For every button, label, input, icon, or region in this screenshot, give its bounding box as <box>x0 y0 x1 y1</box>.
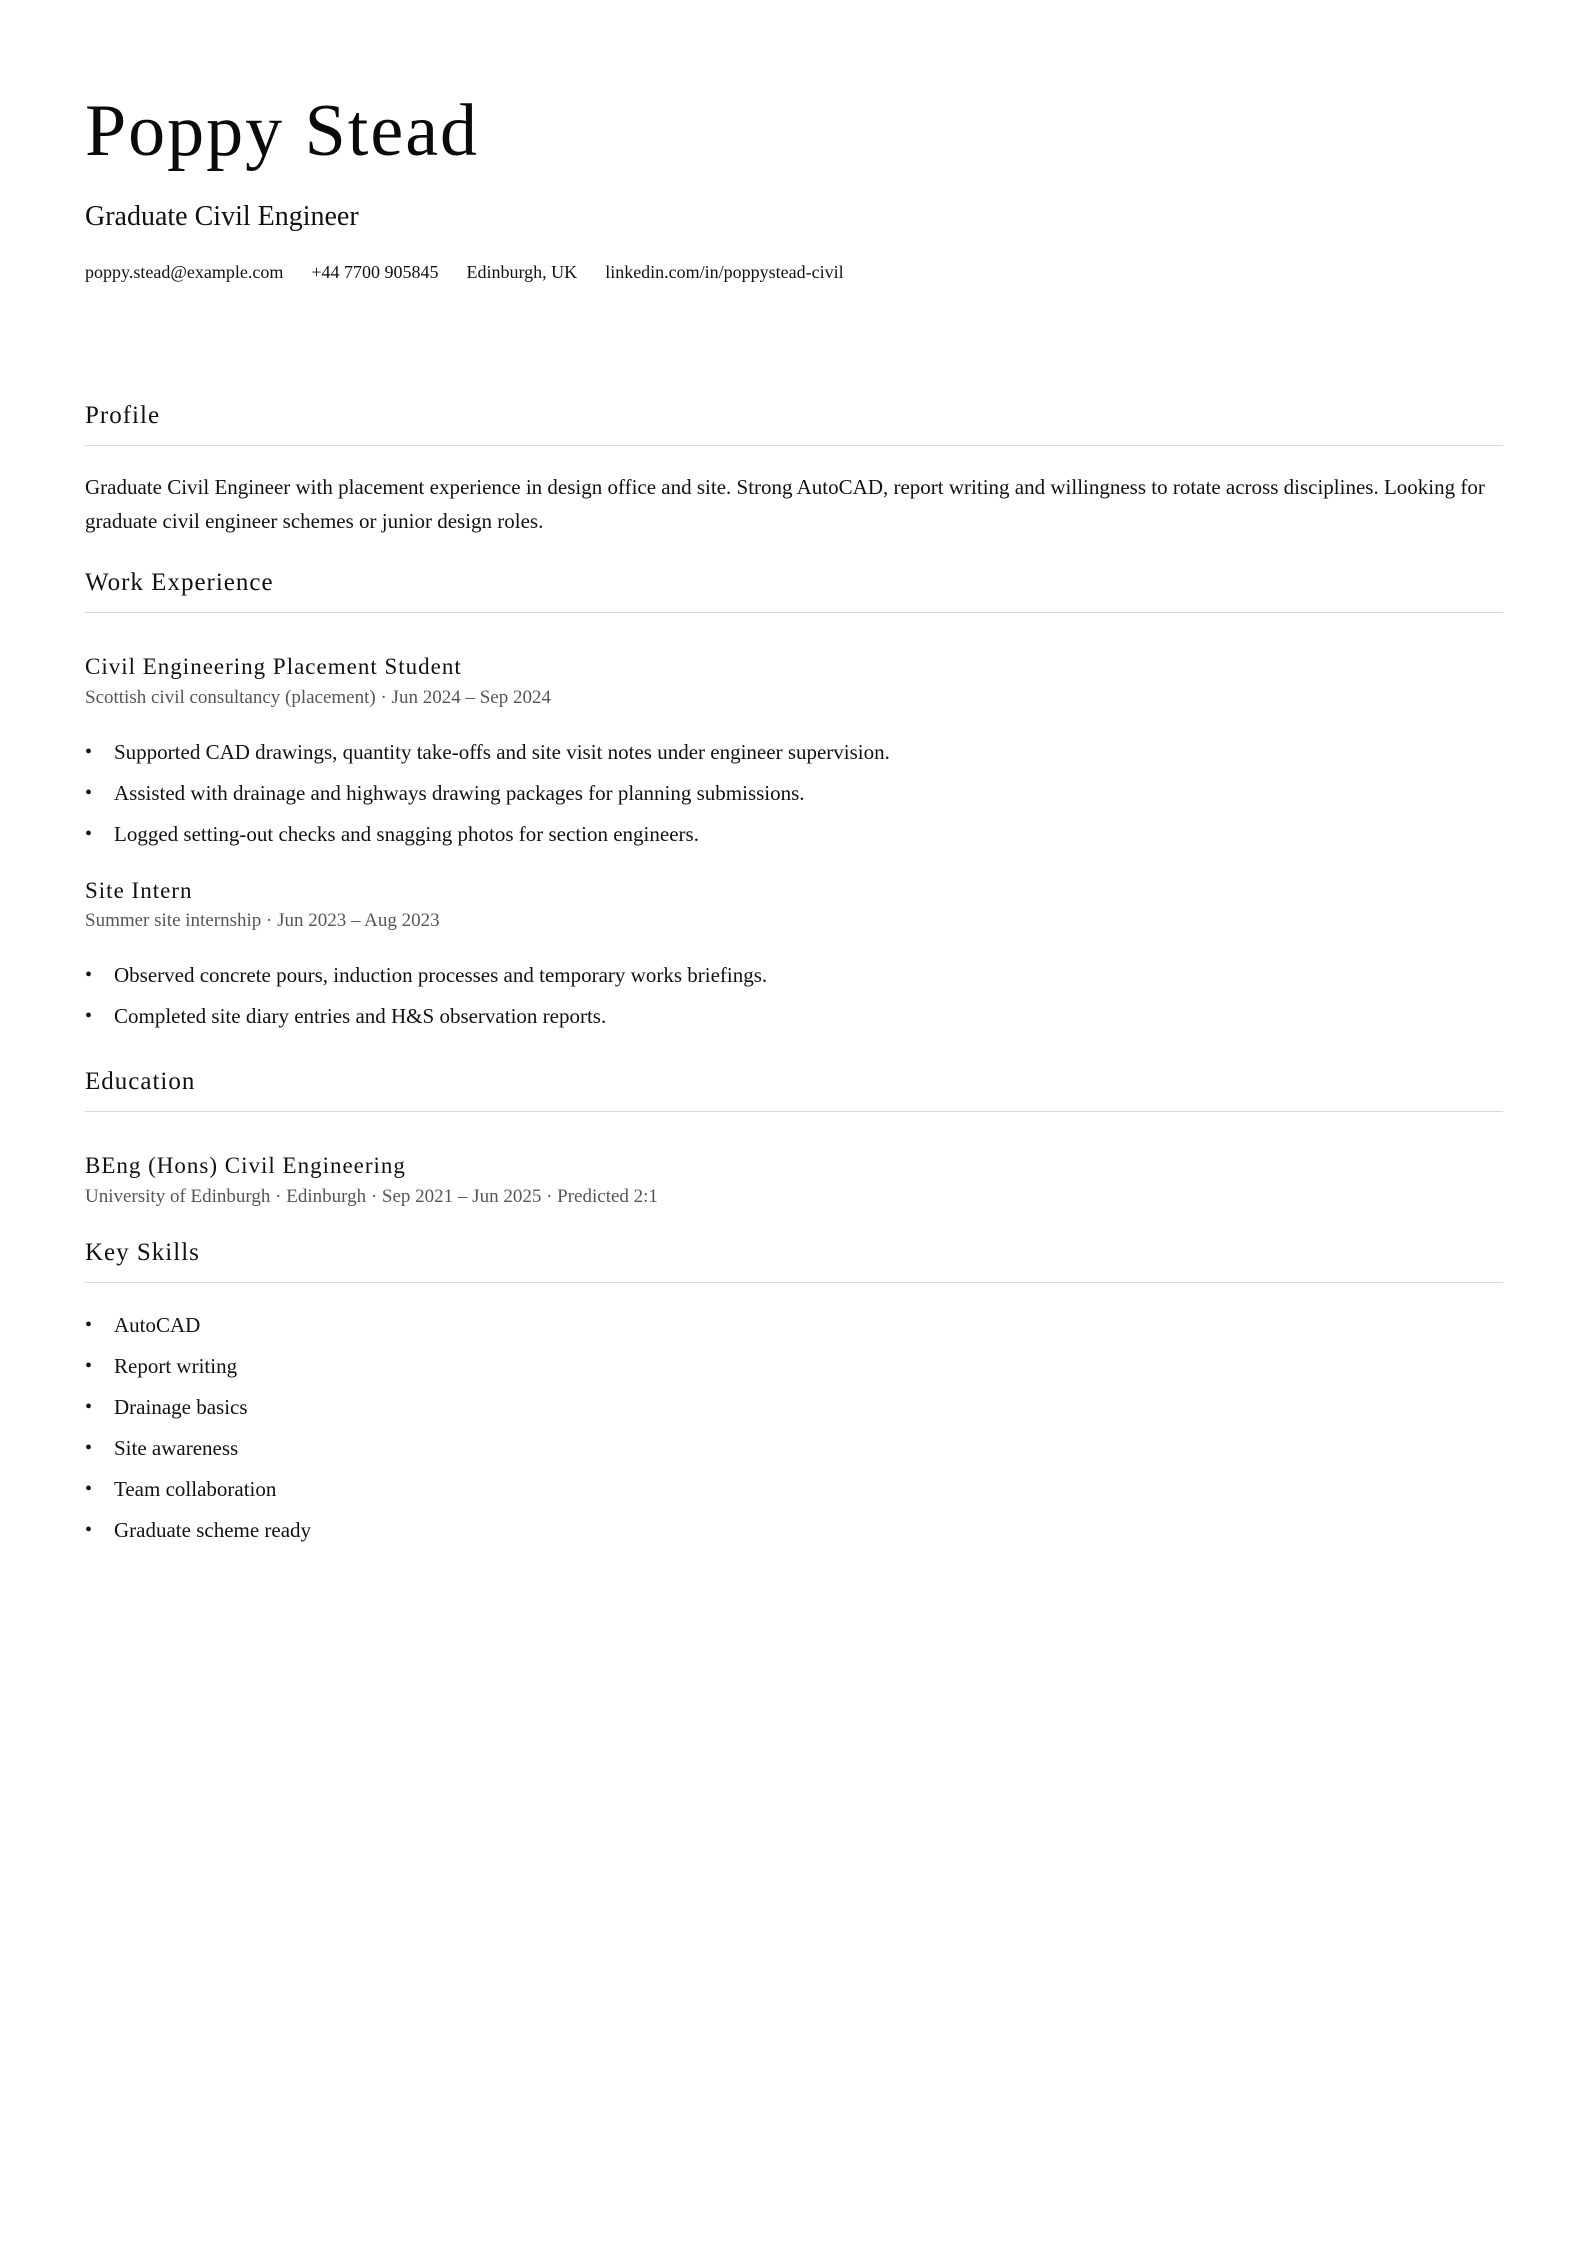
job-bullet-list <box>85 955 1503 1037</box>
job-entry <box>85 877 1503 1037</box>
job-bullet-list <box>85 732 1503 855</box>
job-bullet: • Completed site diary entries and H&S observation reports. <box>85 996 1503 1037</box>
contact-location: Edinburgh, UK <box>466 261 578 282</box>
candidate-name: Poppy Stead <box>85 90 480 172</box>
job-title: Civil Engineering Placement Student <box>85 654 462 680</box>
skills-list <box>85 1305 1503 1551</box>
contact-email[interactable]: poppy.stead@example.com <box>85 261 284 282</box>
degree-title: BEng (Hons) Civil Engineering <box>85 1152 406 1178</box>
job-meta: Summer site internship · Jun 2023 – Aug 2023 <box>85 910 440 932</box>
skill-item: • Team collaboration <box>85 1469 1503 1510</box>
section-title-education: Education <box>85 1067 1503 1112</box>
job-title: Site Intern <box>85 877 193 903</box>
work-experience-section <box>85 568 1503 1037</box>
profile-section <box>85 401 1503 538</box>
job-bullet: • Observed concrete pours, induction processes and temporary works briefings. <box>85 955 1503 996</box>
job-bullet: • Supported CAD drawings, quantity take-offs and site visit notes under engineer supervision. <box>85 732 1503 773</box>
contact-row <box>85 262 1503 284</box>
candidate-headline: Graduate Civil Engineer <box>85 201 359 232</box>
resume-header <box>85 0 1503 283</box>
section-title-profile: Profile <box>85 401 1503 446</box>
skill-item: • Drainage basics <box>85 1387 1503 1428</box>
section-title-key-skills: Key Skills <box>85 1238 1503 1283</box>
job-bullet: • Logged setting-out checks and snagging photos for section engineers. <box>85 814 1503 855</box>
job-meta: Scottish civil consultancy (placement) · Jun 2024 – Sep 2024 <box>85 686 551 708</box>
skill-item: • Report writing <box>85 1346 1503 1387</box>
section-title-work-experience: Work Experience <box>85 568 1503 613</box>
contact-linkedin[interactable]: linkedin.com/in/poppystead-civil <box>605 261 844 282</box>
skill-item: • Graduate scheme ready <box>85 1510 1503 1551</box>
job-entry <box>85 653 1503 854</box>
contact-phone[interactable]: +44 7700 905845 <box>311 261 439 282</box>
education-meta: University of Edinburgh · Edinburgh · Sep 2021 – Jun 2025 · Predicted 2:1 <box>85 1185 658 1207</box>
key-skills-section <box>85 1238 1503 1551</box>
profile-summary: Graduate Civil Engineer with placement experience in design office and site. Strong AutoCAD, report writing and willingness to rotate across disciplines. Looking for graduate civil engineer schemes or junior design roles. <box>85 475 1485 534</box>
job-bullet: • Assisted with drainage and highways drawing packages for planning submissions. <box>85 773 1503 814</box>
skill-item: • AutoCAD <box>85 1305 1503 1346</box>
skill-item: • Site awareness <box>85 1428 1503 1469</box>
education-entry <box>85 1152 1503 1208</box>
education-section <box>85 1067 1503 1208</box>
